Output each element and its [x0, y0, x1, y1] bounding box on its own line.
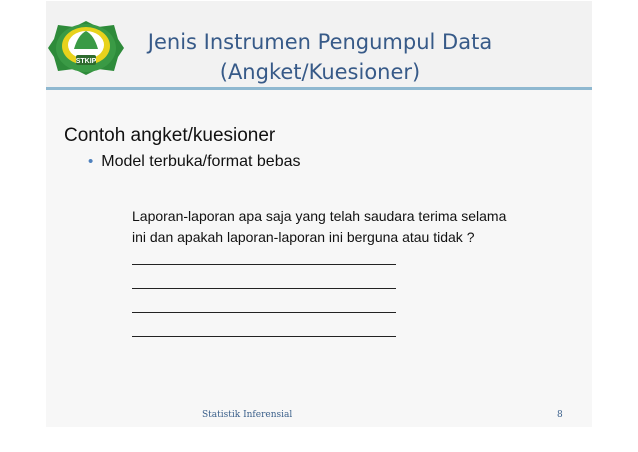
footer-title: Statistik Inferensial — [202, 410, 293, 420]
slide-title — [120, 27, 520, 87]
title-line-2: (Angket/Kuesioner) — [219, 60, 421, 84]
answer-line — [132, 288, 396, 289]
question-line-2: ini dan apakah laporan-laporan ini berguna atau tidak ? — [132, 229, 475, 245]
bullet-dot-icon: • — [88, 153, 94, 170]
stkip-emblem-icon — [48, 19, 124, 77]
header-divider — [46, 87, 592, 90]
bullet-item — [88, 153, 300, 171]
slide — [46, 1, 592, 427]
title-line-1: Jenis Instrumen Pengumpul Data — [147, 30, 493, 54]
answer-line — [132, 312, 396, 313]
question-line-1: Laporan-laporan apa saja yang telah saudara terima selama — [132, 208, 507, 224]
answer-line — [132, 264, 396, 265]
content-heading: Contoh angket/kuesioner — [64, 125, 276, 146]
slide-header — [46, 1, 592, 87]
question-text — [132, 206, 592, 248]
bullet-text: Model terbuka/format bebas — [101, 153, 301, 170]
answer-line — [132, 336, 396, 337]
page-number: 8 — [557, 410, 563, 420]
svg-text:STKIP: STKIP — [75, 58, 97, 65]
